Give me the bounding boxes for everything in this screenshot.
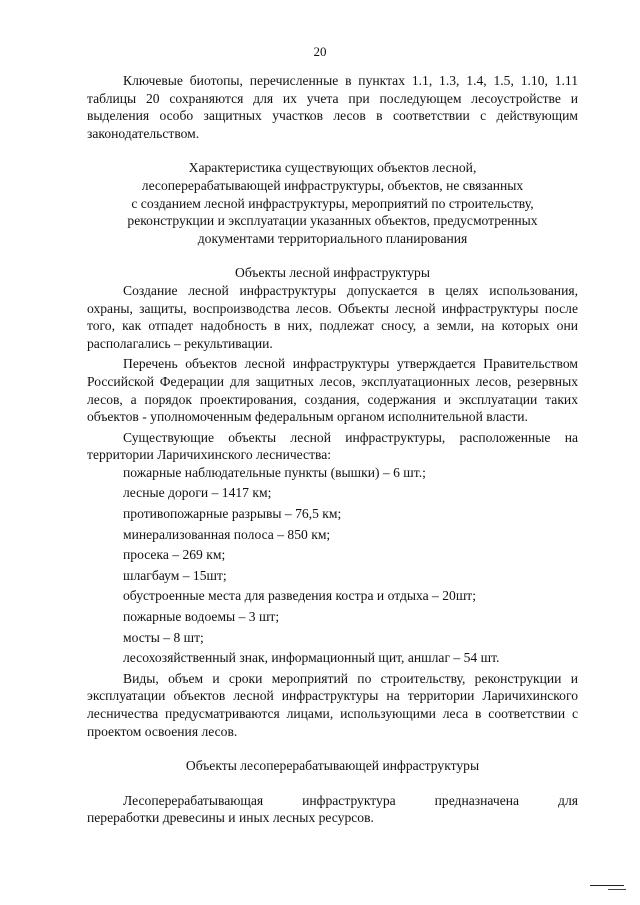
processing-word: Лесоперерабатывающая [123,792,264,808]
list-item: обустроенные места для разведения костра и отдыха – 20шт; [123,588,477,604]
list-item: пожарные наблюдательные пункты (вышки) – 6 шт.; [123,464,426,480]
page-content [87,72,578,827]
processing-word: инфраструктура [302,792,396,808]
processing-infra-line [87,792,578,810]
section-title-line: Характеристика существующих объектов лесной, [188,160,477,176]
processing-word: предназначена [434,792,520,808]
list-item: просека – 269 км; [123,547,226,563]
forest-infra-list [87,464,578,667]
forest-infra-paragraph: Виды, объем и сроки мероприятий по строительству, реконструкции и эксплуатации объектов лесной инфраструктуры на территории Ларичихинского лесничества предусматриваются лицами, использующими леса в соответствии с проектом освоения лесов. [87,670,578,739]
list-item: лесные дороги – 1417 км; [123,485,272,501]
list-item: лесохозяйственный знак, информационный щит, аншлаг – 54 шт. [123,650,500,666]
forest-infra-heading: Объекты лесной инфраструктуры [235,265,430,281]
forest-infra-paragraph: Существующие объекты лесной инфраструктуры, расположенные на территории Ларичихинского лесничества: [87,429,578,463]
intro-paragraph: Ключевые биотопы, перечисленные в пунктах 1.1, 1.3, 1.4, 1.5, 1.10, 1.11 таблицы 20 сохраняются для их учета при последующем лесоустройстве и выделения особо защитных участков лесов в соответствии с действующим законодательством. [87,73,578,141]
signature-mark [590,885,624,886]
list-item: противопожарные разрывы – 76,5 км; [123,506,342,522]
spacer [87,775,578,792]
spacer [87,247,578,264]
list-item: пожарные водоемы – 3 шт; [123,609,280,625]
section-title-line: лесоперерабатывающей инфраструктуры, объектов, не связанных [141,177,524,193]
processing-infra-text: переработки древесины и иных лесных ресурсов. [87,810,374,826]
list-item: мосты – 8 шт; [123,629,204,645]
section-title-line: документами территориального планирования [197,230,468,246]
signature-mark [608,889,626,890]
spacer [87,142,578,159]
section-title-line: с созданием лесной инфраструктуры, мероприятий по строительству, [131,195,534,211]
processing-infra-heading: Объекты лесоперерабатывающей инфраструктуры [185,758,480,774]
section-title [87,159,578,247]
section-title-line: реконструкции и эксплуатации указанных объектов, предусмотренных [127,213,538,229]
spacer [87,740,578,757]
page-number: 20 [313,44,327,59]
list-item: шлагбаум – 15шт; [123,567,227,583]
forest-infra-paragraph: Перечень объектов лесной инфраструктуры утверждается Правительством Российской Федерации для защитных лесов, эксплуатационных лесов, резервных лесов, а порядок проектирования, создания, содержания и эксплуатации таких объектов - уполномоченным федеральным органом исполнительной власти. [87,356,578,425]
forest-infra-paragraph: Создание лесной инфраструктуры допускается в целях использования, охраны, защиты, воспроизводства лесов. Объекты лесной инфраструктуры после того, как отпадет надобность в них, подлежат сносу, а земли, на которых они располагались – рекультивации. [87,282,578,351]
list-item: минерализованная полоса – 850 км; [123,526,331,542]
processing-word: для [558,792,578,808]
